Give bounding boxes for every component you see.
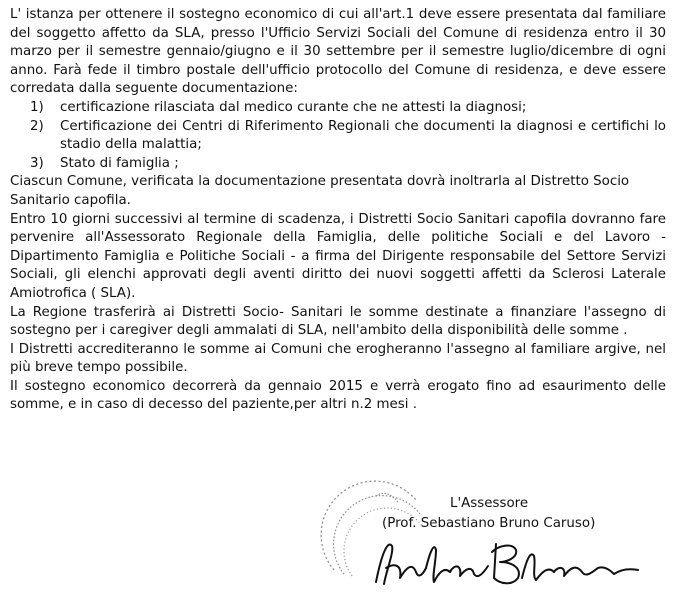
list-item-number: 2) xyxy=(30,118,44,134)
signatory-title: L'Assessore xyxy=(450,496,529,511)
paragraph-intro: L' istanza per ottenere il sostegno economico di cui all'art.1 deve essere presentata dal familiare del soggetto affetto da SLA, presso l'Ufficio Servizi Sociali del Comune di residenza entro il 30 marzo per il semestre gennaio/giugno e il 30 settembre per il semestre luglio/dicembre di ogni anno. Farà fede il timbro postale dell'ufficio protocollo del Comune di residenza, e deve essere corredata dalla seguente documentazione: xyxy=(10,7,666,97)
list-item-text: Stato di famiglia ; xyxy=(60,155,179,171)
list-item-text: Certificazione dei Centri di Riferimento Regionali che documenti la diagnosi e certifichi lo stadio della malattia; xyxy=(60,118,666,153)
document-body xyxy=(10,6,666,415)
paragraph-comune: Ciascun Comune, verificata la documentazione presentata dovrà inoltrarla al Distretto Socio Sanitario capofila. xyxy=(10,174,630,208)
paragraph-accredito: I Distretti accrediteranno le somme ai Comuni che erogheranno l'assegno al familiare argive, nel più breve tempo possibile. xyxy=(10,341,666,376)
signatory-name: (Prof. Sebastiano Bruno Caruso) xyxy=(382,516,596,531)
paragraph-regione: La Regione trasferirà ai Distretti Socio- Sanitari le somme destinate a finanziare l'assegno di sostegno per i caregiver degli ammalati di SLA, nell'ambito della disponibilità delle somme . xyxy=(10,304,666,339)
handwritten-signature-icon xyxy=(372,532,644,594)
list-item-number: 3) xyxy=(30,155,44,171)
paragraph-distretti: Entro 10 giorni successivi al termine di scadenza, i Distretti Socio Sanitari capofila dovranno fare pervenire all'Assessorato Regionale della Famiglia, delle politiche Sociali e del Lavoro - Dipartimento Famiglia e Politiche Sociali - a firma del Dirigente responsabile del Settore Servizi Sociali, gli elenchi approvati degli aventi diritto dei nuovi soggetti affetti da Sclerosi Laterale Amiotrofica ( SLA). xyxy=(10,211,666,301)
paragraph-decorrenza: Il sostegno economico decorrerà da gennaio 2015 e verrà erogato fino ad esaurimento delle somme, e in caso di decesso del paziente,per altri n.2 mesi . xyxy=(10,378,666,413)
list-item xyxy=(30,118,666,155)
list-item-text: certificazione rilasciata dal medico curante che ne attesti la diagnosi; xyxy=(60,99,527,115)
list-item-number: 1) xyxy=(30,99,44,115)
documentation-list xyxy=(10,99,666,173)
list-item xyxy=(30,99,666,118)
list-item xyxy=(30,155,666,174)
